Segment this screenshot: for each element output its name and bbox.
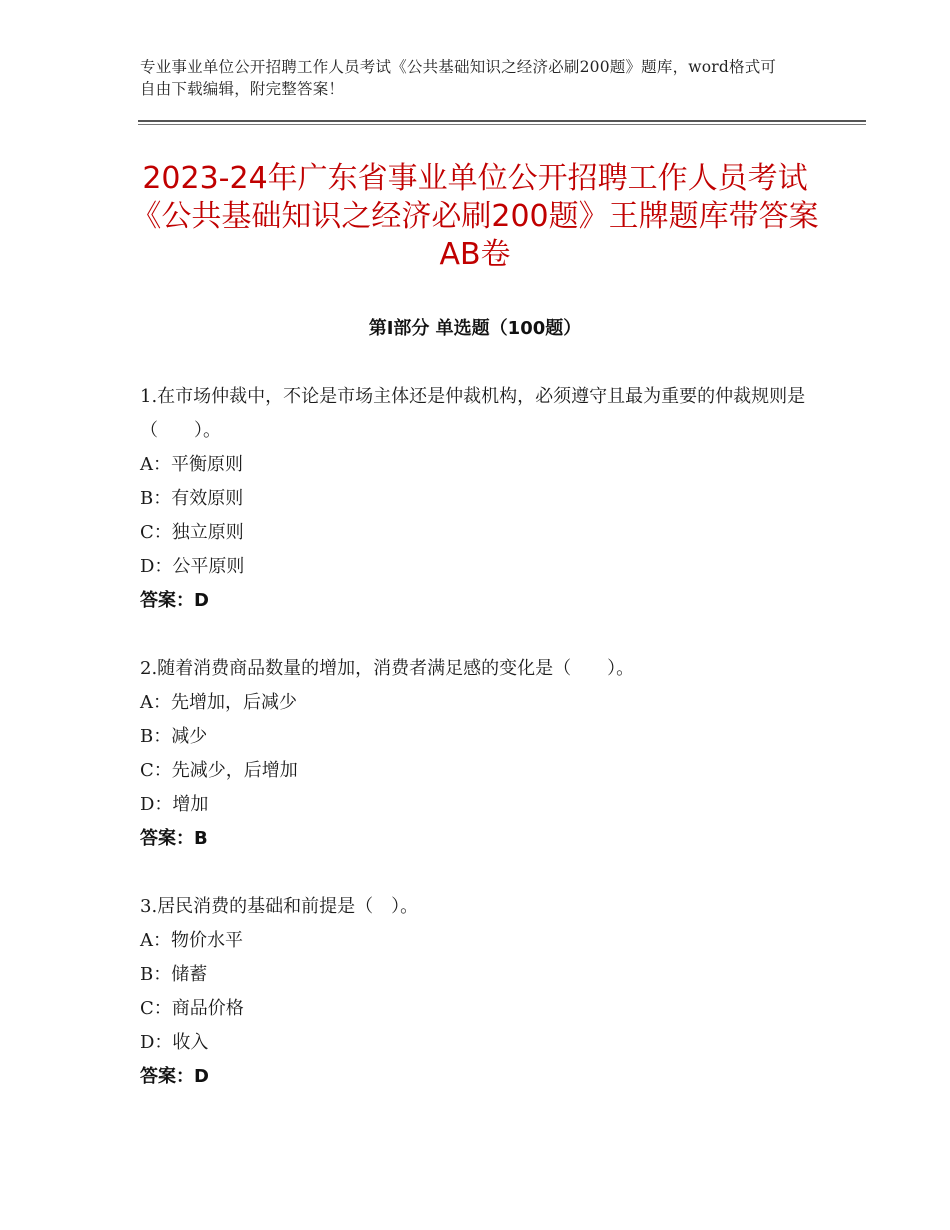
section-heading: 第Ⅰ部分 单选题（100题） <box>368 318 582 339</box>
option-b: B：有效原则 <box>140 488 244 509</box>
option-b: B：储蓄 <box>140 964 208 985</box>
option-a: A：平衡原则 <box>140 454 243 475</box>
answer: 答案：B <box>140 828 208 849</box>
answer: 答案：D <box>140 590 209 611</box>
question-stem: 1.在市场仲裁中，不论是市场主体还是仲裁机构，必须遵守且最为重要的仲裁规则是（ ）。 <box>140 386 806 441</box>
option-c: C：先减少，后增加 <box>140 760 298 781</box>
question-stem: 2.随着消费商品数量的增加，消费者满足感的变化是（ ）。 <box>140 658 635 679</box>
question-1 <box>140 380 810 618</box>
option-b: B：减少 <box>140 726 208 747</box>
question-3 <box>140 890 810 1094</box>
option-d: D：收入 <box>140 1032 209 1053</box>
header-rule-thick <box>138 120 866 122</box>
document-title: 2023-24年广东省事业单位公开招聘工作人员考试《公共基础知识之经济必刷200题》王牌题库带答案AB卷 <box>131 161 819 272</box>
question-stem: 3.居民消费的基础和前提是（ ）。 <box>140 896 419 917</box>
header-note: 专业事业单位公开招聘工作人员考试《公共基础知识之经济必刷200题》题库，word格式可自由下载编辑，附完整答案！ <box>140 58 777 98</box>
answer: 答案：D <box>140 1066 209 1087</box>
question-list <box>140 380 810 1128</box>
question-2 <box>140 652 810 856</box>
option-a: A：先增加，后减少 <box>140 692 297 713</box>
option-c: C：独立原则 <box>140 522 244 543</box>
option-d: D：公平原则 <box>140 556 245 577</box>
header-rule-thin <box>138 124 866 125</box>
option-d: D：增加 <box>140 794 209 815</box>
option-a: A：物价水平 <box>140 930 243 951</box>
option-c: C：商品价格 <box>140 998 244 1019</box>
